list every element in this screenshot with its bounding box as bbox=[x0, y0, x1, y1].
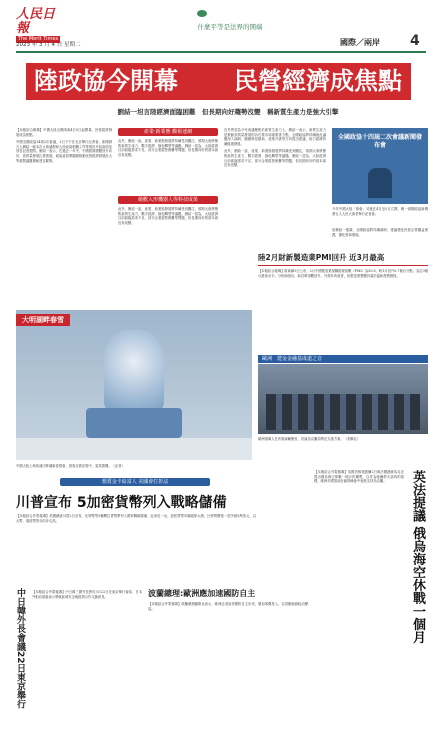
article-col1 bbox=[16, 128, 112, 308]
us-headline: 川普宣布 5加密貨幣列入戰略儲備 bbox=[16, 495, 227, 511]
photo-label: 大明湖畔春雪 bbox=[16, 314, 70, 326]
article-body: 在外界認為今年會議聚焦於新質生產力上，劉結一表示，新質生產力是推動高質量發展的內在要求和重要著力點，全國政協將持續就此議題深入調研，圍繞科技創新、產業升級等方向提出建議，助力經濟持續健康發展。 bbox=[224, 128, 326, 146]
news-photo-box bbox=[332, 128, 428, 204]
pmi-title: 陸2月財新製造業PMI回升 近3月最高 bbox=[258, 252, 428, 266]
newspaper-logo bbox=[16, 7, 60, 42]
us-article-body: 【本報綜合外電報導】美國總統川普2日宣布，比特幣等5種數位貨幣將列入國家戰略儲備，此消息一出，加密貨幣市場隨即大漲，比特幣價格一度突破9萬美元，以太幣、瑞波幣等亦同步走高。 bbox=[16, 514, 256, 523]
lantern-caption: 中國大陸上海黃浦江畔湖新春燈會，遊客在賞花燈中，氣氛熱鬧。（記者） bbox=[16, 464, 125, 468]
article-body: 此外，劉結一說，產業、新業態發展將持續受到關注，預期大會將聚焦新質生產力、數字經濟、綠色轉型等議題。劉結一認為，大陸經濟目前面臨需求不足、部分企業經營困難等問題，但長期向好的基本面沒有改變。 bbox=[118, 207, 218, 225]
article-col4: 但劉結一強調，全國政協將持續調研，建議強化民營企業權益保護，優化營商環境。 bbox=[332, 228, 428, 237]
uk-article-body: 【本報綜合外電報導】英國首相施凱爾2日與法國總統馬克宏提出俄烏海空休戰一個月的構想，以作為後續停火談判的基礎，歐洲多國領袖在倫敦峰會中表態支持烏克蘭。 bbox=[314, 470, 404, 484]
snow-ground bbox=[16, 438, 252, 460]
lantern-base bbox=[86, 408, 182, 438]
podium-figure bbox=[368, 168, 392, 198]
poland-article bbox=[148, 588, 308, 728]
eu-leaders-photo bbox=[258, 364, 428, 434]
subhead: 劉結一坦言陸經濟面臨困難 但長期向好趨勢沒變 稱新質生產力是強大引擎 bbox=[117, 108, 339, 116]
headline-right: 民營經濟成焦點 bbox=[234, 67, 402, 95]
article-col2 bbox=[118, 128, 218, 308]
slogan-text: 什麼平等是法界的開端 bbox=[197, 23, 263, 31]
masthead bbox=[0, 0, 440, 58]
headline-left: 陸政協今開幕 bbox=[34, 67, 178, 95]
article-body: 此外，劉結一說，產業、新業態發展將持續受到關注，預期大會將聚焦新質生產力、數字經濟、綠色轉型等議題。劉結一認為，大陸經濟目前面臨需求不足、部分企業經營困難等問題，但長期向好的基本面沒有改變。 bbox=[118, 139, 218, 157]
logo-cn: 人民日報 bbox=[16, 7, 56, 36]
bottom-vertical-headline: 中日韓外長會議22日東京舉行 bbox=[15, 588, 25, 709]
section-name: 國際／兩岸 bbox=[340, 38, 380, 47]
article-body: 中國全國政協14屆2次會議，3日下午在北京舉行記者會，新聞發言人劉結一就本次大會議程和人民政協相關工作等情況介紹說明並回答記者提問。劉結一表示，在過去一年中，中國經濟總體回升向好，高質量發展扎實推進，政協委員將圍繞推動民營經濟發展壯大等重點議題積極建言獻策。 bbox=[16, 140, 112, 163]
eu-caption: 歐洲領導人在布魯塞爾聚首，討論烏克蘭局勢及支援方案。（美聯社） bbox=[258, 437, 361, 441]
us-section-bar: 想賣金卡給富人 美國會打折法 bbox=[60, 478, 210, 486]
slogan-badge bbox=[175, 10, 285, 40]
leaders-row bbox=[266, 394, 420, 430]
lotus-icon bbox=[197, 10, 207, 17]
pmi-body: 【本報綜合報導】財新網3日公布，2月中國製造業採購經理指數（PMI）為50.8，較1月回升0.7個百分點，為近3個月最高水平。分析師指出，新訂單指數回升，外需有所改善，但製造業整體仍處於溫和復甦階段。 bbox=[258, 269, 428, 278]
poland-body: 【本報綜合外電報導】波蘭總理圖斯克表示，歐洲必須加快國防自主步伐，增加軍費投入，以因應地緣政治變局。 bbox=[148, 602, 308, 611]
article-lede: 【本報綜合報導】中國大陸全國兩會4日5日起開幕，民營經濟發展成為焦點。 bbox=[16, 128, 112, 137]
uk-vertical-headline: 英法提議 俄烏海空休戰一個月 bbox=[410, 470, 425, 644]
section-bar: 產業‧新業態 觀視連網 bbox=[118, 128, 218, 136]
pmi-article bbox=[258, 252, 428, 352]
bottom-article-body: 【本報綜合外電報導】中日韓三國外長將於3月22日在東京舉行會談，日本外相岩屋毅表示將就區域安全與經濟合作交換意見。 bbox=[32, 590, 142, 599]
photo-caption: 今年中國大陸「兩會」另後在4日至5日召開，劉一兩國政協新聞發言人人民大會堂舉行記者會。 bbox=[332, 207, 428, 216]
headline-banner bbox=[26, 63, 411, 100]
issue-date: 2023 年 3 月 4 日 星期二 bbox=[16, 42, 81, 48]
lantern-figure bbox=[104, 330, 164, 410]
article-body: 此外，劉結一說，產業、新業態發展將持續受到關注，預期大會將聚焦新質生產力、數字經濟、綠色轉型等議題。劉結一認為，大陸經濟目前面臨需求不足、部分企業經營困難等問題，但長期向好的基本面沒有改變。 bbox=[224, 149, 326, 168]
page-number: 4 bbox=[410, 33, 420, 49]
poland-title: 波蘭總理:歐洲應加速國防自主 bbox=[148, 589, 256, 598]
eu-section-bar: 歐洲 建金金融基成道之音 bbox=[258, 355, 428, 363]
lantern-photo bbox=[16, 310, 252, 460]
masthead-rule bbox=[16, 51, 426, 53]
section-bar: 競歡入形機器人等科技成果 bbox=[118, 196, 218, 204]
photo-title: 全國政協十四屆二次會議新聞發布會 bbox=[337, 134, 422, 149]
logo-en: The Merit Times bbox=[17, 36, 59, 42]
